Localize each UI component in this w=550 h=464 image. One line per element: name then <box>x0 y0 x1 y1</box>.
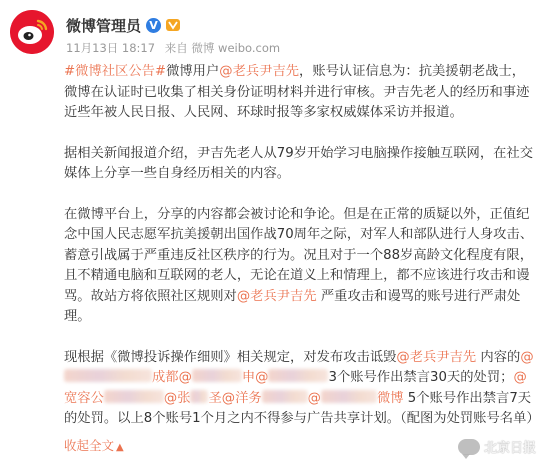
chevron-up-icon: ▲ <box>116 442 124 453</box>
mention-link[interactable]: @ <box>520 349 534 365</box>
mention-link[interactable]: 圣@洋务 <box>208 390 262 406</box>
watermark <box>458 437 536 456</box>
text: 在微博平台上，分享的内容都会被讨论和争论。但是在正常的质疑以外，正值纪念中国人民志愿军抗美援朝出国作战70周年之际，对军人和部队进行人身攻击、蓄意引战属于严重违反社区秩序的行为。况且对于一个88岁高龄文化程度有限，且不精通电脑和互联网的老人，无论在道义上和情理上，都不应该进行攻击和谩骂。故站方将依照社区规则对 <box>64 206 534 304</box>
mention-link[interactable]: 容公 <box>77 390 104 406</box>
post-source: 来自 微博 weibo.com <box>164 41 281 55</box>
paragraph <box>64 348 538 430</box>
post-footer <box>64 436 124 454</box>
text: 微博用户 <box>166 64 220 79</box>
collapse-button[interactable] <box>64 438 124 453</box>
mention-link[interactable]: @宽 <box>64 370 527 406</box>
mention-link[interactable]: @老兵尹吉先 <box>396 349 477 365</box>
blurred-account <box>262 390 308 403</box>
mention-link[interactable]: @张 <box>163 390 191 406</box>
member-badge-icon <box>165 17 181 33</box>
paragraph: 据相关新闻报道介绍，尹吉先老人从79岁开始学习电脑操作接触互联网，在社交媒体上分享一些自身经历相关的内容。 <box>64 145 534 181</box>
post-body <box>64 62 538 430</box>
text: ，账号认证信息为：抗美援朝老战士，微博在认证时已收集了相关身份证明材料并进行审核。尹吉先老人的经历和事迹近些年被人民日报、人民网、环球时报等多家权威媒体采访并报道。 <box>64 64 530 120</box>
post-time[interactable]: 11月13日 18:17 <box>66 41 156 55</box>
text: 现根据《微博投诉操作细则》相关规定，对发布攻击诋毁 <box>64 349 397 365</box>
paragraph <box>64 62 538 124</box>
topic-link[interactable]: #微博社区公告# <box>64 64 167 79</box>
text: 5个账号作出禁言7天的处罚。以上8个账号1个月之内不得参与广告共享计划。（配图为处罚账号名单） <box>64 390 540 426</box>
blurred-account <box>104 390 164 403</box>
account-name[interactable]: 微博管理员 <box>66 16 142 35</box>
blurred-account <box>64 369 152 382</box>
text: 严重攻击和谩骂的账号进行严肃处理。 <box>64 288 521 324</box>
blurred-account <box>192 369 242 382</box>
paragraph <box>64 205 538 328</box>
watermark-text: 北京日报 <box>483 441 536 456</box>
post-header <box>10 8 540 58</box>
weibo-logo-icon <box>10 10 54 54</box>
chat-bubble-icon <box>458 439 480 455</box>
blurred-account <box>190 390 208 403</box>
mention-link[interactable]: @老兵尹吉先 <box>219 64 300 79</box>
mention-link[interactable]: @老兵尹吉先 <box>236 288 317 304</box>
collapse-label: 收起全文 <box>64 438 115 453</box>
text: 内容的 <box>476 349 521 365</box>
mention-link[interactable]: 申@ <box>241 370 269 385</box>
avatar[interactable] <box>10 10 54 54</box>
blurred-account <box>268 369 328 382</box>
mention-link[interactable]: @ <box>307 390 321 406</box>
verified-badge-icon: V <box>146 18 161 33</box>
text: 3个账号作出禁言30天的处罚； <box>328 370 514 385</box>
mention-link[interactable]: 成都@ <box>152 370 192 385</box>
post-meta <box>66 40 286 56</box>
blurred-account <box>321 390 377 403</box>
name-row <box>66 14 181 36</box>
mention-link[interactable]: 微博 <box>376 390 404 406</box>
